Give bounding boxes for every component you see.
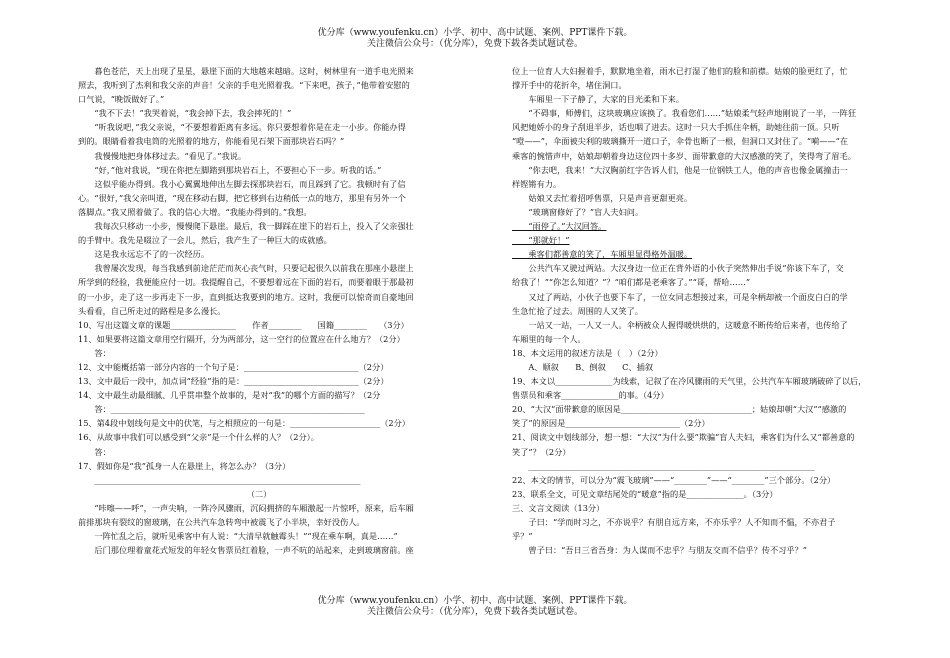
right-text-line: “那就好！” — [512, 235, 570, 246]
left-text-line: 的一小步，走了这一步再走下一步，直到抵达我要到的地方。这时，我便可以惊奇而自豪地回 — [78, 291, 414, 302]
header-line-1: 优分库（www.youfenku.cn）小学、初中、高中试题、案例、PPT课件下载。 — [317, 28, 633, 38]
right-text-line: 售票员和乘客______________的事。（4分） — [512, 390, 669, 401]
right-text-line: 笑了”？（2分） — [512, 446, 571, 457]
right-text-line: 乘客们都善意的笑了，车厢里显得格外温暖。 — [512, 249, 693, 260]
right-text-line: 姑娘又去忙着招呼售票，只是声音更甜更亮。 — [512, 192, 693, 203]
left-text-line: 暮色苍茫，天上出现了星星，悬崖下面的大地越来越暗。这时，树林里有一道手电光照来 — [78, 66, 414, 76]
page-header — [0, 28, 950, 50]
right-text-line: 18、本文运用的叙述方法是（ ）（2分） — [512, 347, 663, 358]
left-text-line: _________________________________________________________________ — [78, 474, 361, 485]
right-text-line: 乎？” — [512, 531, 533, 542]
right-text-line: 三、文言文阅读（13分） — [512, 502, 605, 513]
right-text-line: 22、本文的情节，可以分为“震飞玻璃”——“________”——“________”三个部分。（2分） — [512, 474, 836, 485]
right-text-line: 生急忙抢了过去。周围的人又笑了。 — [512, 305, 644, 316]
left-text-line: 15、第4段中划线句是文中的伏笔，与之相照应的一句是：______________________（2分） — [78, 418, 410, 429]
left-text-line: 心。“很好，”我父亲叫道，“现在移动右脚，把它移到右边稍低一点的地方，那里有另外一个 — [78, 192, 406, 203]
right-text-line: 一站又一站，一人又一人。伞柄被众人握得暖烘烘的，这暖意不断传给后来者，也传给了 — [512, 319, 848, 330]
left-text-line: 头看看，自己所走过的路程是多么漫长。 — [78, 305, 226, 316]
right-text-line: “噔——”，伞面被尖利的玻璃撕开一道口子，伞骨也断了一根，但洞口又封住了。“嗬——”在 — [512, 136, 849, 147]
right-column — [512, 64, 892, 557]
right-text-line: 风把她娇小的身子刮退半步，话也咽了进去。这时一只大手抓住伞柄，助她往前一顶。只听 — [512, 122, 840, 133]
left-text-line: 我每次只移动一小步，慢慢爬下悬崖。最后，我一脚踩在崖下的岩石上，投入了父亲强壮 — [78, 221, 414, 232]
left-text-line: 口气说，“晚饭做好了。” — [78, 94, 165, 105]
right-text-line: 样铿锵有力。 — [512, 178, 562, 189]
left-text-line: 答： — [78, 347, 111, 358]
right-text-line: 19、本文以______________为线索，记叙了在冷风骤雨的天气里，公共汽车车厢玻璃破碎了以后， — [512, 376, 867, 387]
right-text-line: “玻璃窗修好了？”盲人夫妇问。 — [512, 206, 644, 217]
left-text-line: 10、写出这篇文章的课题________________ 作者________ 国籍________ （3分） — [78, 319, 409, 330]
right-text-line: 给我了！”“你怎么知道？”？“咱们都是老乘客了。”“哥，帮哈……” — [512, 277, 751, 288]
right-text-line: 位上一位育人大妇握着手，默默地坐着，雨水已打湿了他们的脸和前襟。姑娘的脸更红了，忙 — [512, 66, 848, 76]
left-text-line: 后门那位理着童花式短发的年轻女售票员红着脸，一声不吭的站起来，走到玻璃窗前。座 — [78, 545, 414, 556]
right-text-line: ______________________________________________________________________ — [512, 460, 815, 471]
right-text-line: 车厢里一下子静了，大家的目光柔和下来。 — [512, 94, 684, 105]
left-text-line: 这是我永远忘不了的一次经历。 — [78, 249, 210, 260]
left-text-line: 一阵忙乱之后，就听见乘客中有人说：“大清早就触霉头！”“现在乘车啊，真是……” — [78, 531, 398, 542]
left-text-line: 照去，我听到了杰利和我父亲的声音！父亲的手电光照着我。“下来吧，孩子，”他带着安慰的 — [78, 80, 410, 91]
footer-line-1: 优分库（www.youfenku.cn）小学、初中、高中试题、案例、PPT课件下载。 — [317, 596, 633, 606]
right-text-line: 子曰：“学而时习之，不亦说乎？有朋自远方来，不亦乐乎？人不知而不愠，不亦君子 — [512, 517, 836, 527]
footer-line-2: 关注微信公众号：（优分库），免费下载各类试题试卷。 — [366, 607, 583, 617]
right-text-line: A、顺叙 B、倒叙 C、插叙 — [512, 361, 654, 372]
left-text-line: “听我说吧，”我父亲说，“不要想着距离有多远。你只要想着你是在走一小步。你能办得 — [78, 122, 406, 133]
right-text-line: 23、联系全文，可见文章结尾处的“暖意”指的是______________。（3分） — [512, 488, 778, 499]
right-text-line: 20、“大汉”面带歉意的原因是________________________________；姑娘却朝“大汉”“感激的 — [512, 404, 847, 415]
left-text-line: 14、文中最生动最细腻、几乎贯串整个故事的，是对“我”的哪个方面的描写？（2分 — [78, 390, 381, 401]
left-text-line: 我曾屡次发现，每当我感到前途茫茫而灰心丧气时，只要记起很久以前我在那座小悬崖上 — [78, 263, 414, 274]
left-text-line: 到的。眼睛看着我电筒的光照着的地方，你能看见石架下面那块岩石吗？” — [78, 136, 345, 147]
right-text-line: “雨停了。”大汉回答。 — [512, 221, 607, 232]
right-text-line: 车厢里的每一个人。 — [512, 333, 586, 344]
left-text-line: “我不下去！”我哭着说，“我会掉下去，我会摔死的！” — [78, 108, 292, 119]
left-text-line: 16、从故事中我们可以感受到“父亲”是一个什么样的人？（2分）。 — [78, 432, 319, 443]
left-text-line: “咔嚓——呼”，一声尖响，一阵冷风骤雨，沉闷拥挤的车厢激起一片惊呼，原来，后车厢 — [78, 502, 414, 513]
left-text-line: （二） — [246, 488, 272, 499]
right-text-line: 21、阅读文中划线部分，想一想：“大汉”为什么要“欺骗”盲人夫妇，乘客们为什么又“都善意的 — [512, 432, 855, 443]
right-text-line: “不碍事，师傅们，这块玻璃应该换了。我看您们……”姑娘柔气轻声地刚说了一半，一阵狂 — [512, 108, 857, 119]
right-text-line: 撑开手中的花折伞，堵住洞口。 — [512, 80, 627, 91]
left-text-line: “好，”他对我说，“现在你把左脚踏到那块岩石上，不要担心下一步。听我的话。” — [78, 164, 382, 175]
page-footer — [0, 596, 950, 618]
left-text-line: 我慢慢地把身体移过去。“看见了。”我说。 — [78, 150, 247, 161]
header-line-2: 关注微信公众号：（优分库），免费下载各类试题试卷。 — [366, 39, 583, 49]
left-text-line: 11、如果要将这篇文章用空行隔开，分为两部分，这一空行的位置应在什么地方？（2分） — [78, 333, 405, 344]
right-text-line: 曾子曰：“吾日三省吾身：为人谋而不忠乎？与朋友交而不信乎？传不习乎？” — [512, 545, 807, 556]
left-text-line: 的手臂中。我先是啜泣了一会儿，然后，我产生了一种巨大的成就感。 — [78, 235, 332, 246]
left-text-line: 答：______________________________________________________________ — [78, 404, 365, 415]
right-text-line: 又过了两站，小伙子也要下车了，一位女同志想接过来，可是伞柄却被一个面皮白白的学 — [512, 291, 848, 302]
right-text-line: 乘客的惋惜声中，姑娘却朝着身边这位四十多岁、面带歉意的大汉感激的笑了，笑得弯了眉毛。 — [512, 150, 856, 161]
left-text-line: 落脚点。”我又照着做了。我的信心大增。“我能办得到的。”我想。 — [78, 206, 312, 217]
left-text-line: 这似乎能办得到。我小心翼翼地伸出左脚去探那块岩石，而且踩到了它。我顿时有了信 — [78, 178, 406, 189]
right-text-line: 笑了”的原因是____________________________（2分） — [512, 418, 710, 429]
right-text-line: 公共汽车又驶过两站。大汉身边一位正在背外语的小伙子突然伸出手说“你该下车了，交 — [512, 263, 844, 274]
left-text-line: 所学到的经验，我便能应付一切。我提醒自己，不要想着远在下面的岩石，而要着眼于那最初 — [78, 277, 414, 288]
left-text-line: 13、文中最后一段中，加点词“经验”指的是：____________________________（2分） — [78, 376, 389, 387]
left-text-line: 答： — [78, 446, 111, 457]
left-column — [78, 64, 440, 557]
left-text-line: 12、文中能概括第一部分内容的一个句子是：____________________________（2分） — [78, 361, 389, 372]
left-text-line: 17、假如你是“我”孤身一人在悬崖上，将怎么办？（3分） — [78, 460, 291, 471]
left-text-line: 前排那块有裂纹的窗玻璃，在公共汽车急转弯中被震飞了小半块，幸好没伤人。 — [78, 517, 365, 527]
right-text-line: “你去吧，我来！”大汉胸前红字告诉人们，他是一位钢铁工人，他的声音也像金属撞击一 — [512, 164, 848, 175]
